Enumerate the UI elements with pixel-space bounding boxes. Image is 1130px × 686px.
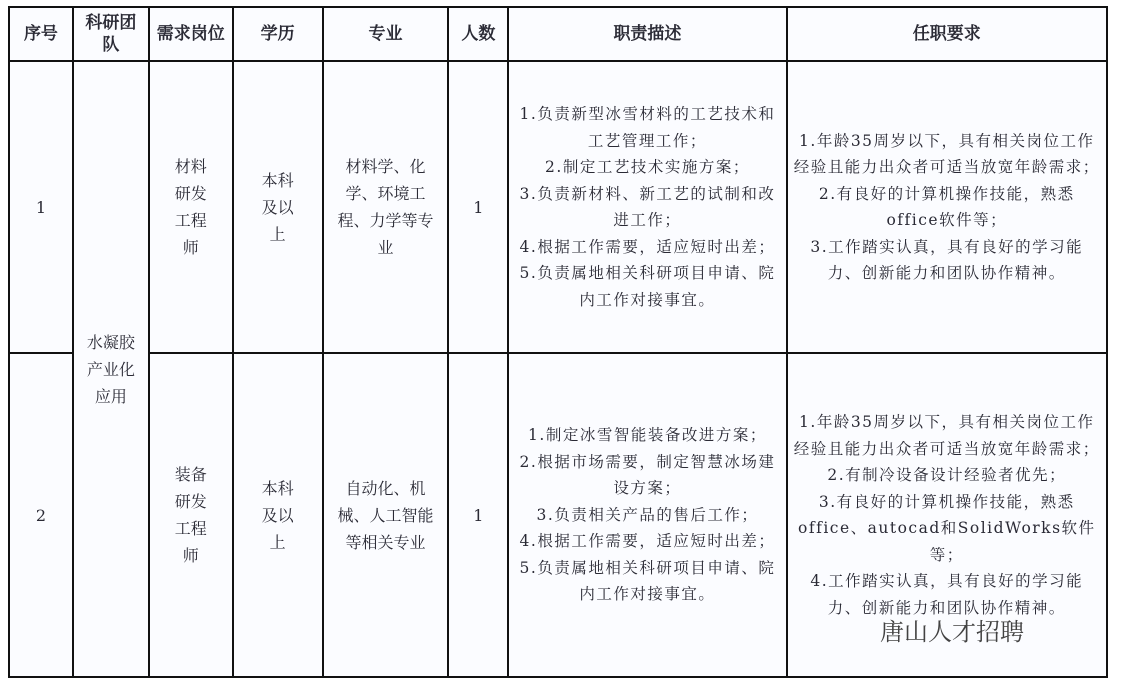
requirement-item: 1.年龄35周岁以下，具有相关岗位工作经验且能力出众者可适当放宽年龄需求；: [793, 413, 1100, 458]
duty-item: 2.制定工艺技术实施方案；: [545, 158, 750, 176]
row-no: 2: [9, 353, 73, 677]
header-count: 人数: [448, 7, 508, 61]
header-requirements: 任职要求: [787, 7, 1107, 61]
header-position: 需求岗位: [149, 7, 233, 61]
table-row: [9, 61, 1107, 353]
watermark: 唐山人才招聘: [880, 618, 1024, 646]
header-row: [9, 7, 1107, 61]
education-cell: 本科及以上: [233, 353, 323, 677]
header-major: 专业: [323, 7, 449, 61]
duty-item: 3.负责相关产品的售后工作；: [536, 505, 759, 524]
duty-item: 4.根据工作需要，适应短时出差；: [519, 237, 776, 256]
header-education: 学历: [233, 7, 323, 61]
duties-cell: [508, 353, 786, 677]
duty-item: 1.负责新型冰雪材料的工艺技术和工艺管理工作；: [519, 105, 776, 150]
duty-item: 4.根据工作需要，适应短时出差；: [519, 532, 776, 551]
requirement-item: 1.年龄35周岁以下，具有相关岗位工作经验且能力出众者可适当放宽年龄需求；: [793, 131, 1100, 176]
row-no: 1: [9, 61, 73, 353]
duties-cell: [508, 61, 786, 353]
duty-item: 2.根据市场需要，制定智慧冰场建设方案；: [519, 452, 776, 498]
requirement-item: 2.有制冷设备设计经验者优先；: [827, 466, 1067, 484]
requirements-cell: [787, 61, 1107, 353]
requirement-item: 3.工作踏实认真，具有良好的学习能力、创新能力和团队协作精神。: [810, 237, 1084, 282]
requirement-item: 2.有良好的计算机操作技能，熟悉office软件等；: [818, 184, 1075, 229]
major-cell: 自动化、机械、人工智能等相关专业: [323, 353, 449, 677]
position-cell: 材料研发工程师: [149, 61, 233, 353]
duty-item: 5.负责属地相关科研项目申请、院内工作对接事宜。: [519, 264, 776, 309]
requirement-item: 4.工作踏实认真，具有良好的学习能力、创新能力和团队协作精神。: [810, 572, 1084, 617]
header-no: 序号: [9, 7, 73, 61]
requirement-item: 3.有良好的计算机操作技能，熟悉office、autocad和SolidWorks软件等；: [798, 492, 1096, 564]
education-cell: 本科及以上: [233, 61, 323, 353]
team-cell: 水凝胶产业化应用: [73, 61, 149, 677]
duty-item: 1.制定冰雪智能装备改进方案；: [528, 426, 767, 445]
count-cell: 1: [448, 61, 508, 353]
duty-item: 5.负责属地相关科研项目申请、院内工作对接事宜。: [519, 558, 776, 604]
recruitment-table: [8, 6, 1108, 678]
duty-item: 3.负责新材料、新工艺的试制和改进工作；: [519, 184, 776, 229]
header-duties: 职责描述: [508, 7, 786, 61]
major-cell: 材料学、化学、环境工程、力学等专业: [323, 61, 449, 353]
header-team: 科研团队: [73, 7, 149, 61]
position-cell: 装备研发工程师: [149, 353, 233, 677]
count-cell: 1: [448, 353, 508, 677]
